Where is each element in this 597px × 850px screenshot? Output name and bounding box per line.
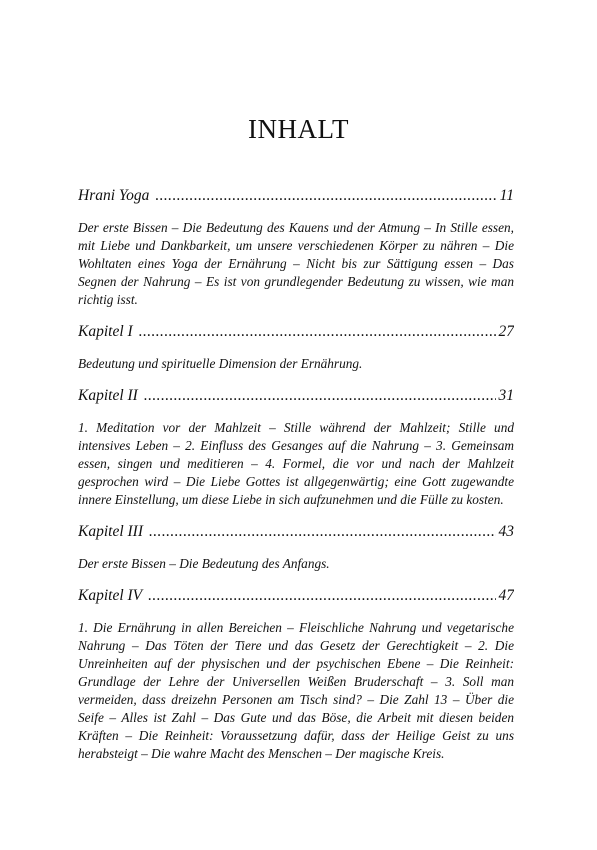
- toc-entry-description: 1. Die Ernährung in allen Bereichen – Fleischliche Nahrung und vegetarische Nahrung – Das Töten der Tiere und das Gesetz der Gerechtigkeit – 2. Die Unreinheiten auf der physischen und der psychischen Ebene – Die Reinheit: Grundlage der Lehre der Universellen Weißen Bruderschaft – 3. Soll man vermeiden, dass dreizehn Personen am Tisch sind? – Die Zahl 13 – Über die Seife – Alles ist Zahl – Das Gute und das Böse, die Arbeit mit diesen beiden Kräften – Die Reinheit: Voraussetzung dafür, dass der Heilige Geist zu uns herabsteigt – Die wahre Macht des Menschen – Der magische Kreis.: [78, 620, 514, 761]
- toc-entry-description: Der erste Bissen – Die Bedeutung des Anfangs.: [78, 556, 330, 571]
- toc-entry-description: Bedeutung und spirituelle Dimension der Ernährung.: [78, 356, 363, 371]
- toc-entry-label: Hrani Yoga: [78, 187, 150, 204]
- toc-entry-hrani-yoga: [78, 187, 514, 205]
- toc-entry-page: 31: [498, 387, 514, 404]
- toc-entry-page: 11: [499, 187, 514, 204]
- toc-entry-kapitel-3: [78, 523, 514, 541]
- toc-entry-kapitel-1: [78, 323, 514, 341]
- leader-dots: [149, 523, 496, 541]
- table-of-contents: [78, 187, 514, 763]
- toc-entry-page: 43: [498, 523, 514, 540]
- toc-entry-kapitel-4: [78, 587, 514, 605]
- page-title: INHALT: [248, 114, 349, 144]
- toc-entry-label: Kapitel II: [78, 387, 138, 404]
- toc-entry-description: 1. Meditation vor der Mahlzeit – Stille während der Mahlzeit; Stille und intensives Leben – 2. Einfluss des Gesanges auf die Nahrung – 3. Gemeinsam essen, singen und meditieren – 4. Formel, die vor und nach der Mahlzeit gesprochen wird – Die Liebe Gottes ist allgegenwärtig; eine Gott zugewandte innere Einstellung, um diese Liebe in sich aufzunehmen und die Fülle zu kosten.: [78, 420, 514, 507]
- toc-entry-page: 47: [498, 587, 514, 604]
- toc-entry-description: Der erste Bissen – Die Bedeutung des Kauens und der Atmung – In Stille essen, mit Liebe und Dankbarkeit, um unsere verschiedenen Körper zu nähren – Die Wohltaten eines Yoga der Ernährung – Nicht bis zur Sättigung essen – Das Segnen der Nahrung – Es ist von grundlegender Bedeutung zu wissen, wie man richtig isst.: [78, 220, 514, 307]
- toc-entry-page: 27: [498, 323, 514, 340]
- toc-entry-kapitel-2: [78, 387, 514, 405]
- leader-dots: [144, 387, 496, 405]
- toc-entry-label: Kapitel III: [78, 523, 143, 540]
- leader-dots: [139, 323, 496, 341]
- leader-dots: [155, 187, 496, 205]
- toc-entry-label: Kapitel I: [78, 323, 133, 340]
- toc-entry-label: Kapitel IV: [78, 587, 143, 604]
- leader-dots: [148, 587, 495, 605]
